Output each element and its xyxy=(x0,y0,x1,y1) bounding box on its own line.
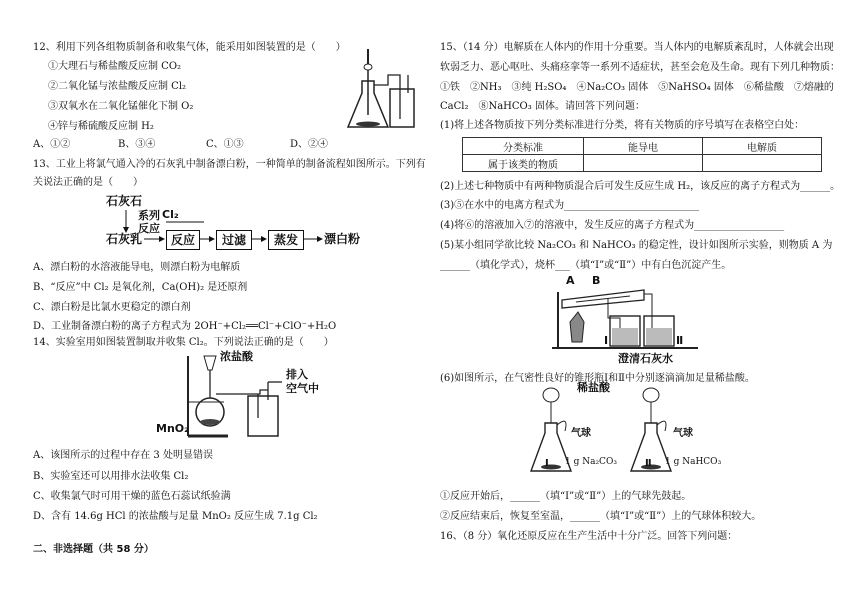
heating-label-beaker-ii: Ⅱ xyxy=(676,334,684,347)
flow-top: 石灰石 xyxy=(106,194,143,208)
flow-side1: 系列 xyxy=(138,209,160,222)
flow-product: 漂白粉 xyxy=(324,232,361,246)
q15-line2: 软弱乏力、恶心呕吐、头痛痉挛等一系列不适症状，甚至会危及生命。现有下列几种物质： xyxy=(440,62,840,73)
q14-stem: 14、实验室用如图装置制取并收集 Cl₂。下列说法正确的是（ ） xyxy=(33,337,334,348)
table-cell-conductive xyxy=(584,155,703,172)
q15-line1: 15、（14 分）电解质在人体内的作用十分重要。当人体内的电解质紊乱时，人体就会出现 xyxy=(440,42,834,53)
flow-start: 石灰乳 xyxy=(106,232,143,246)
q14-apparatus-figure xyxy=(150,352,350,442)
q13-stem-line2: 关说法正确的是（ ） xyxy=(33,177,143,188)
flow-side2: 反应 xyxy=(138,222,160,235)
q14-label-vent2: 空气中 xyxy=(286,382,319,395)
q15-part4: (4)将⑥的溶液加入⑦的溶液中，发生反应的离子方程式为__________________ xyxy=(440,220,785,231)
flow-arrows xyxy=(104,194,384,254)
heating-label-beaker-i: Ⅰ xyxy=(604,334,609,347)
q15-part5-line1: (5)某小组同学欲比较 Na₂CO₃ 和 NaHCO₃ 的稳定性，设计如图所示实验，则物质 A 为 xyxy=(440,240,833,251)
q15-part2: (2)上述七种物质中有两种物质混合后可发生反应生成 H₂，该反应的离子方程式为______。 xyxy=(440,181,841,192)
q15-part6-sub1: ①反应开始后，______（填“Ⅰ”或“Ⅱ”）上的气球先鼓起。 xyxy=(440,491,692,502)
q15-part3: (3)⑤在水中的电离方程式为___________________________ xyxy=(440,200,700,211)
q14-label-acid: 浓盐酸 xyxy=(220,350,253,363)
flow-step-filter: 过滤 xyxy=(216,230,252,250)
q12-item-1: ①大理石与稀盐酸反应制 CO₂ xyxy=(48,61,182,72)
q16-stem: 16、（8 分）氧化还原反应在生产生活中十分广泛。回答下列问题： xyxy=(440,531,738,542)
q14-option-a: A、该图所示的过程中存在 3 处明显错误 xyxy=(33,450,213,461)
q15-line3: ①铁 ②NH₃ ③纯 H₂SO₄ ④Na₂CO₃ 固体 ⑤NaHSO₄ 固体 ⑥稀盐酸 ⑦熔融的 xyxy=(440,82,834,93)
balloon-label-balloon-1: 气球 xyxy=(571,428,591,439)
balloon-label-balloon-2: 气球 xyxy=(673,428,693,439)
q12-item-3: ③双氧水在二氧化锰催化下制 O₂ xyxy=(48,101,194,112)
q15-part6: (6)如图所示，在气密性良好的锥形瓶Ⅰ和Ⅱ中分别逐滴滴加足量稀盐酸。 xyxy=(440,373,755,384)
heating-label-b: B xyxy=(592,274,601,287)
q12-stem: 12、利用下列各组物质制备和收集气体，能采用如图装置的是（ ） xyxy=(33,42,346,53)
flow-step-evaporate: 蒸发 xyxy=(268,230,304,250)
q15-balloon-apparatus-figure xyxy=(525,381,722,477)
heating-label-limewater: 澄清石灰水 xyxy=(618,352,673,365)
flow-step-react: 反应 xyxy=(166,230,200,250)
q14-label-solid: MnO₂ xyxy=(156,422,189,435)
q13-option-c: C、漂白粉是比氯水更稳定的漂白剂 xyxy=(33,302,191,313)
q13-option-d: D、工业制备漂白粉的离子方程式为 2OH⁻+Cl₂══Cl⁻+ClO⁻+H₂O xyxy=(33,321,337,332)
q12-option-a: A、①② xyxy=(33,139,71,150)
heating-label-a: A xyxy=(566,274,575,287)
balloon-label-sample-1: 1 g Na₂CO₃ xyxy=(565,457,617,467)
q15-part6-sub2: ②反应结束后，恢复至室温，______（填“Ⅰ”或“Ⅱ”）上的气球体积较大。 xyxy=(440,511,762,522)
balloon-label-flask-i: Ⅰ xyxy=(545,458,549,469)
flow-reagent: Cl₂ xyxy=(162,208,179,221)
q14-label-vent1: 排入 xyxy=(286,368,308,381)
q12-option-d: D、②④ xyxy=(290,139,329,150)
q12-option-c: C、①③ xyxy=(206,139,244,150)
q13-option-b: B、“反应”中 Cl₂ 是氧化剂，Ca(OH)₂ 是还原剂 xyxy=(33,282,248,293)
balloon-label-acid: 稀盐酸 xyxy=(577,381,610,394)
q14-option-b: B、实验室还可以用排水法收集 Cl₂ xyxy=(33,471,189,482)
table-row-label: 属于该类的物质 xyxy=(463,155,584,172)
table-header-conductive: 能导电 xyxy=(584,138,703,155)
q15-part5-line2: ______（填化学式），烧杯___（填“Ⅰ”或“Ⅱ”）中有白色沉淀产生。 xyxy=(440,260,732,271)
q13-option-a: A、漂白粉的水溶液能导电，则漂白粉为电解质 xyxy=(33,262,241,273)
q15-line4: CaCl₂ ⑧NaHCO₃ 固体。请回答下列问题： xyxy=(440,101,645,112)
q14-option-d: D、含有 14.6g HCl 的浓盐酸与足量 MnO₂ 反应生成 7.1g Cl₂ xyxy=(33,511,318,522)
balloon-label-flask-ii: Ⅱ xyxy=(645,458,652,469)
table-header-electrolyte: 电解质 xyxy=(703,138,822,155)
classification-table xyxy=(462,137,822,172)
q15-part1: (1)将上述各物质按下列分类标准进行分类，将有关物质的序号填写在表格空白处： xyxy=(440,120,805,131)
table-cell-electrolyte xyxy=(703,155,822,172)
balloon-label-sample-2: 1 g NaHCO₃ xyxy=(665,457,722,467)
q13-flow-chart xyxy=(104,194,384,254)
q12-apparatus-figure xyxy=(340,45,420,135)
q12-option-b: B、③④ xyxy=(118,139,156,150)
q12-item-2: ②二氧化锰与浓盐酸反应制 Cl₂ xyxy=(48,81,187,92)
q15-heating-apparatus-figure xyxy=(548,272,708,368)
section-2-heading: 二、非选择题（共 58 分） xyxy=(33,544,154,555)
q12-item-4: ④锌与稀硫酸反应制 H₂ xyxy=(48,121,154,132)
q13-stem-line1: 13、工业上将氯气通入冷的石灰乳中制备漂白粉，一种简单的制备流程如图所示。下列有 xyxy=(33,159,426,170)
q14-option-c: C、收集氯气时可用干燥的蓝色石蕊试纸验满 xyxy=(33,491,231,502)
table-header-criterion: 分类标准 xyxy=(463,138,584,155)
